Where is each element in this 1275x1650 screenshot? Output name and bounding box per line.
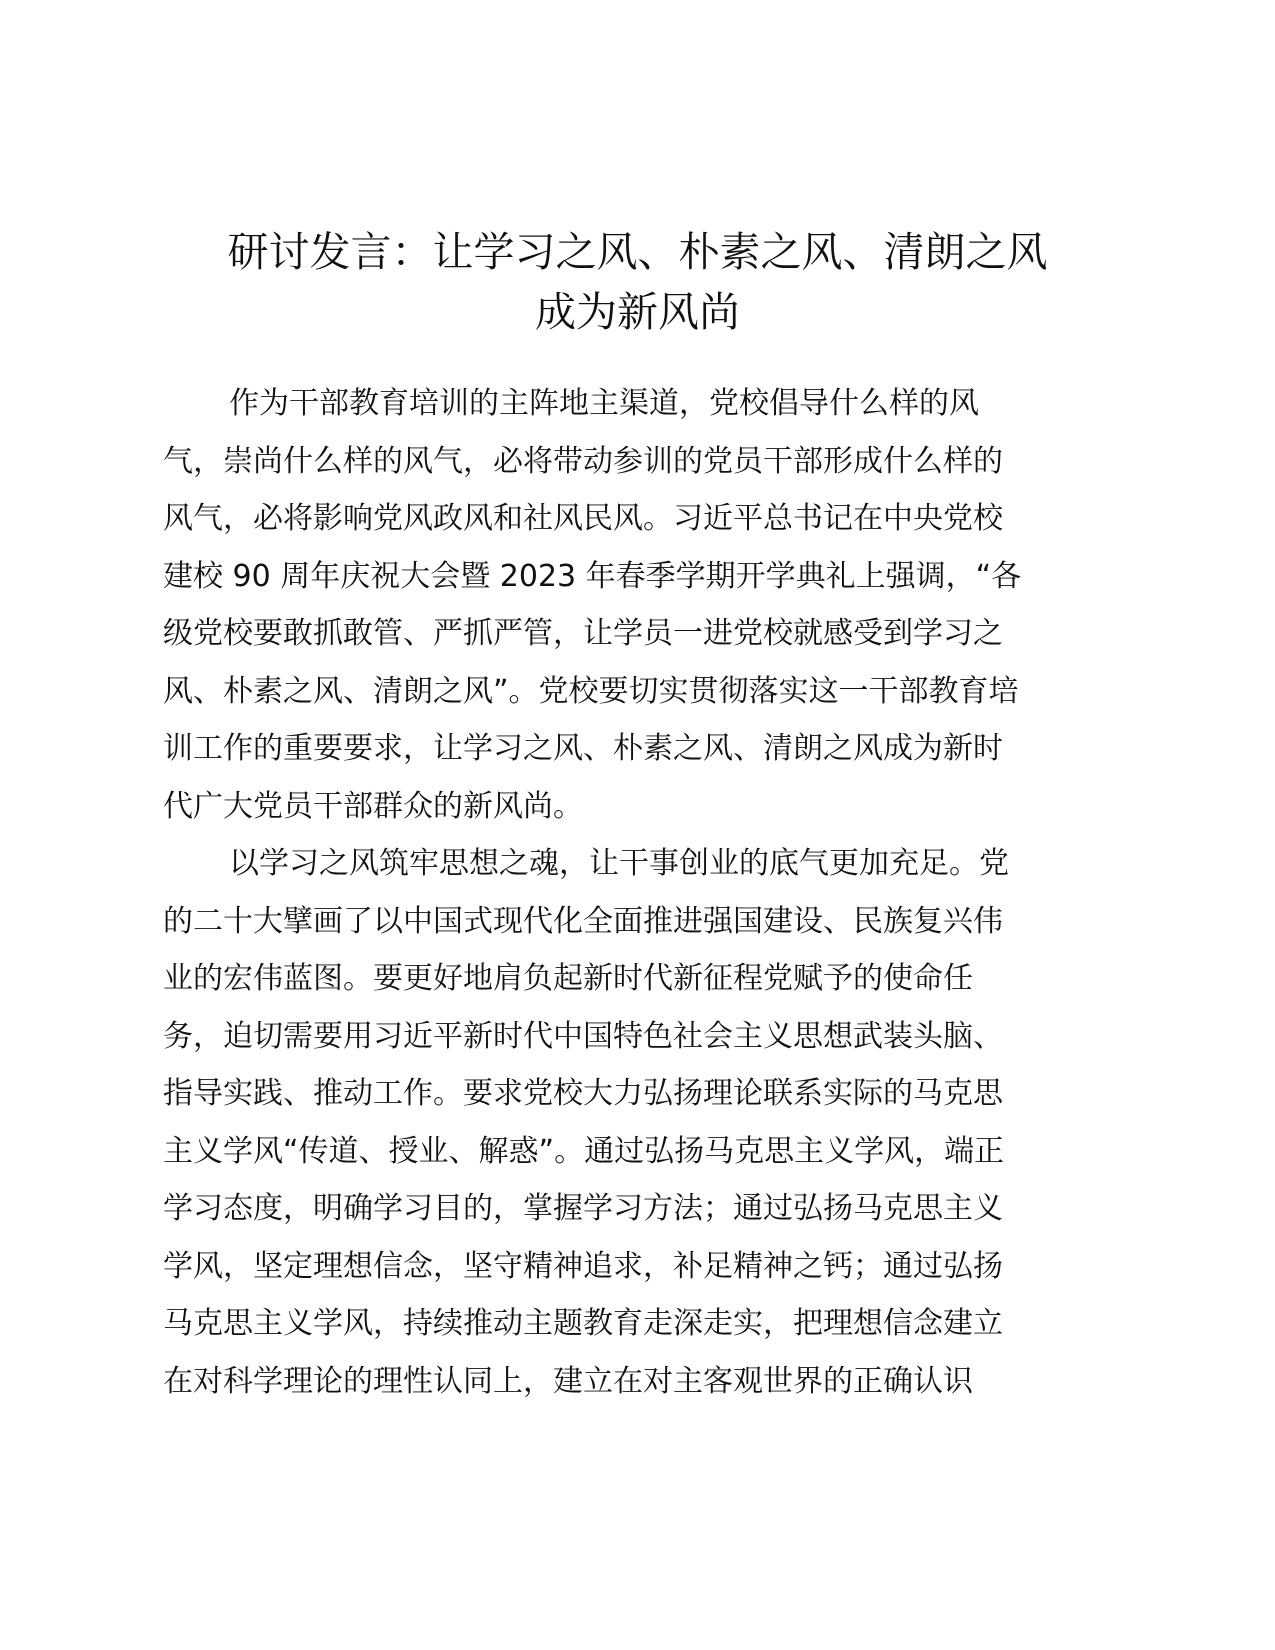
title-line: 成为新风尚: [535, 288, 740, 336]
paragraph-line: 业的宏伟蓝图。要更好地肩负起新时代新征程党赋予的使命任: [163, 961, 973, 996]
paragraph-line: 以学习之风筑牢思想之魂，让干事创业的底气更加充足。党: [229, 846, 1009, 881]
paragraph-line: 级党校要敢抓敢管、严抓严管，让学员一进党校就感受到学习之: [163, 616, 1003, 651]
paragraph-line: 马克思主义学风，持续推动主题教育走深走实，把理想信念建立: [163, 1306, 1003, 1341]
paragraph-line: 风气，必将影响党风政风和社风民风。习近平总书记在中央党校: [163, 501, 1003, 536]
paragraph-line: 气，崇尚什么样的风气，必将带动参训的党员干部形成什么样的: [163, 443, 1003, 479]
paragraph-line: 作为干部教育培训的主阵地主渠道，党校倡导什么样的风: [229, 386, 979, 421]
paragraph-line: 在对科学理论的理性认同上，建立在对主客观世界的正确认识: [163, 1363, 973, 1399]
paragraph-line: 代广大党员干部群众的新风尚。: [163, 788, 583, 824]
title-line: 研讨发言：让学习之风、朴素之风、清朗之风: [227, 228, 1048, 276]
paragraph-line: 务，迫切需要用习近平新时代中国特色社会主义思想武装头脑、: [163, 1018, 1003, 1054]
paragraph-line: 学习态度，明确学习目的，掌握学习方法；通过弘扬马克思主义: [163, 1191, 1003, 1226]
paragraph-1: [163, 375, 1123, 835]
paragraph-line: 建校 90 周年庆祝大会暨 2023 年春季学期开学典礼上强调，“各: [163, 558, 1022, 594]
paragraph-line: 学风，坚定理想信念，坚守精神追求，补足精神之钙；通过弘扬: [163, 1248, 1003, 1284]
document-body: [163, 375, 1123, 1410]
paragraph-line: 的二十大擘画了以中国式现代化全面推进强国建设、民族复兴伟: [163, 903, 1003, 939]
paragraph-2: [163, 835, 1123, 1410]
paragraph-line: 训工作的重要要求，让学习之风、朴素之风、清朗之风成为新时: [163, 731, 1003, 766]
document-title: [150, 222, 1125, 342]
paragraph-line: 指导实践、推动工作。要求党校大力弘扬理论联系实际的马克思: [163, 1076, 1003, 1111]
paragraph-line: 主义学风“传道、授业、解惑”。通过弘扬马克思主义学风，端正: [163, 1133, 1005, 1169]
paragraph-line: 风、朴素之风、清朗之风”。党校要切实贯彻落实这一干部教育培: [163, 673, 1019, 709]
